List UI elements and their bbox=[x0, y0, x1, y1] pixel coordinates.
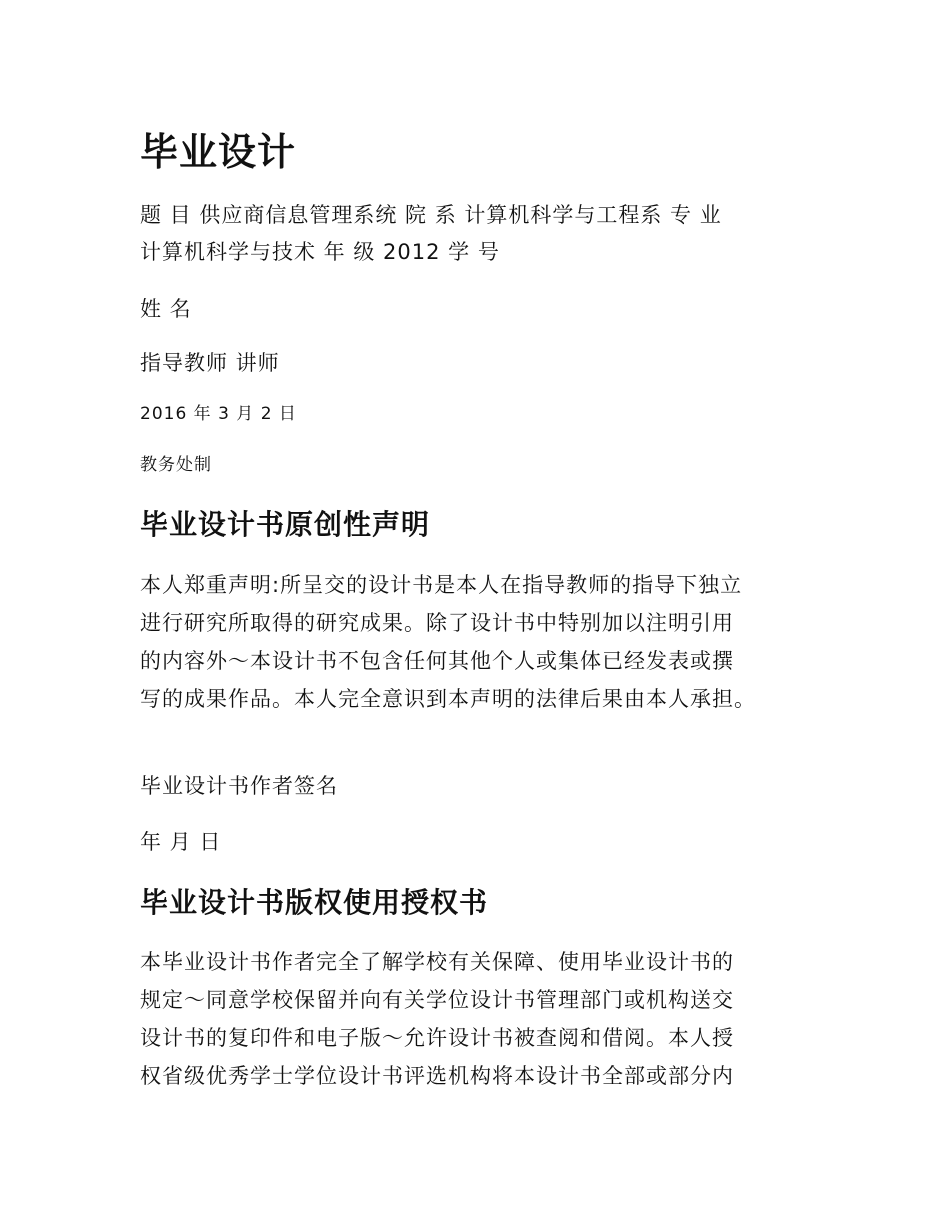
paragraph-line: 的内容外～本设计书不包含任何其他个人或集体已经发表或撰 bbox=[140, 649, 734, 673]
paragraph-line: 权省级优秀学士学位设计书评选机构将本设计书全部或部分内 bbox=[140, 1064, 734, 1088]
student-name-line: 姓 名 bbox=[140, 297, 192, 321]
author-signature-label: 毕业设计书作者签名 bbox=[140, 774, 338, 798]
originality-heading: 毕业设计书原创性声明 bbox=[140, 508, 431, 541]
copyright-heading: 毕业设计书版权使用授权书 bbox=[140, 886, 489, 919]
thesis-info-line-1: 题 目 供应商信息管理系统 院 系 计算机科学与工程系 专 业 bbox=[140, 203, 722, 227]
originality-paragraph bbox=[140, 566, 756, 718]
paragraph-line: 本毕业设计书作者完全了解学校有关保障、使用毕业设计书的 bbox=[140, 950, 734, 974]
copyright-paragraph bbox=[140, 943, 734, 1095]
issuing-office: 教务处制 bbox=[140, 455, 212, 475]
paragraph-line: 进行研究所取得的研究成果。除了设计书中特别加以注明引用 bbox=[140, 611, 734, 635]
document-title: 毕业设计 bbox=[140, 130, 297, 174]
paragraph-line: 本人郑重声明:所呈交的设计书是本人在指导教师的指导下独立 bbox=[140, 573, 743, 597]
advisor-line: 指导教师 讲师 bbox=[140, 351, 280, 375]
paragraph-line: 写的成果作品。本人完全意识到本声明的法律后果由本人承担。 bbox=[140, 687, 756, 711]
document-date: 2016 年 3 月 2 日 bbox=[140, 404, 297, 424]
paragraph-line: 规定～同意学校保留并向有关学位设计书管理部门或机构送交 bbox=[140, 988, 734, 1012]
signature-date-label: 年 月 日 bbox=[140, 830, 222, 854]
thesis-info-line-2: 计算机科学与技术 年 级 2012 学 号 bbox=[140, 240, 500, 264]
paragraph-line: 设计书的复印件和电子版～允许设计书被查阅和借阅。本人授 bbox=[140, 1026, 734, 1050]
